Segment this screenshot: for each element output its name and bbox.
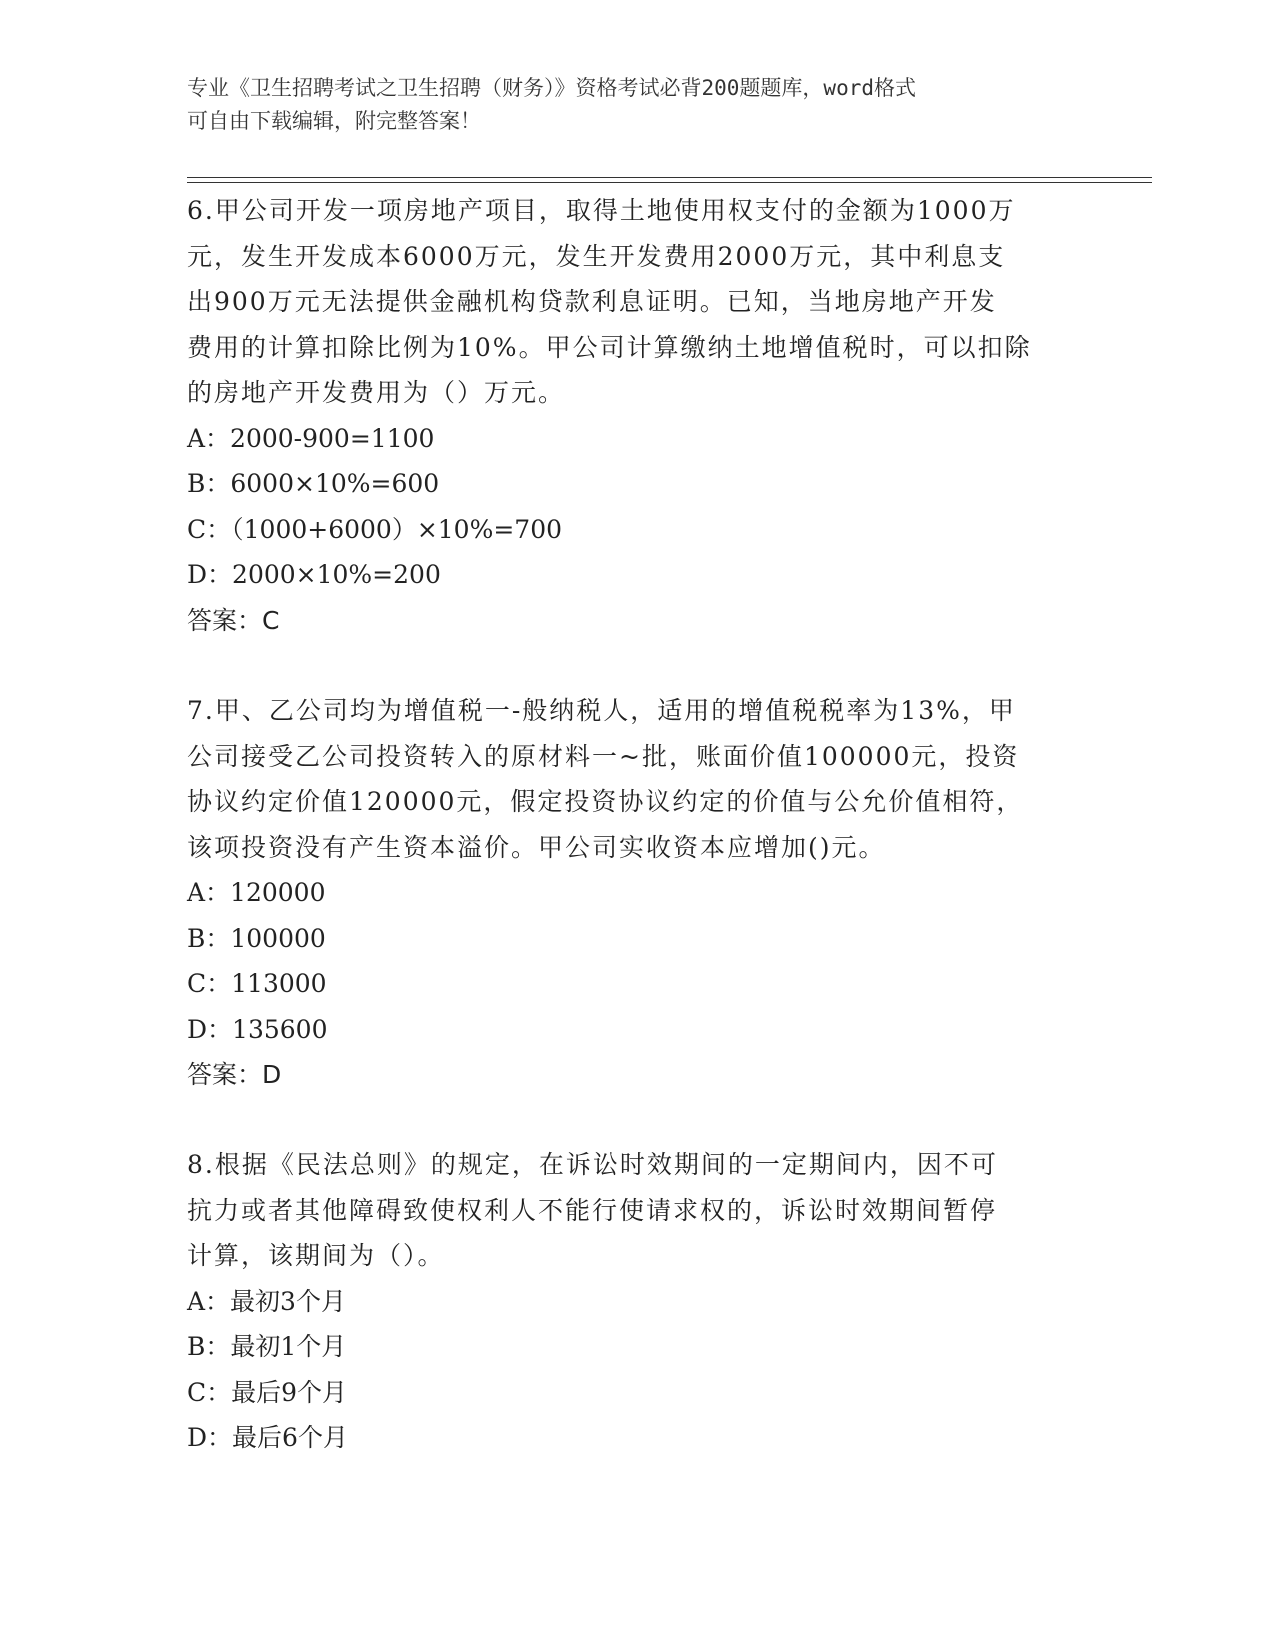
document-header — [187, 72, 1067, 138]
header-line-1: 专业《卫生招聘考试之卫生招聘（财务）》资格考试必背200题题库，word格式 — [187, 76, 916, 100]
question-7-line-4: 该项投资没有产生资本溢价。甲公司实收资本应增加()元。 — [187, 832, 886, 862]
header-divider-bottom — [187, 182, 1152, 183]
question-6-option-c: C：（1000+6000）×10%=700 — [187, 514, 563, 544]
question-8-option-c: C：最后9个月 — [187, 1377, 348, 1407]
question-7-option-d: D：135600 — [187, 1014, 328, 1044]
question-6-line-1: 6.甲公司开发一项房地产项目，取得土地使用权支付的金额为1000万 — [187, 196, 1016, 225]
question-6-line-2: 元，发生开发成本6000万元，发生开发费用2000万元，其中利息支 — [187, 241, 1006, 271]
question-7-line-1: 7.甲、乙公司均为增值税一-般纳税人，适用的增值税税率为13%，甲 — [187, 696, 1016, 725]
question-7-answer: 答案：D — [187, 1060, 282, 1089]
question-7-line-2: 公司接受乙公司投资转入的原材料一~批，账面价值100000元，投资 — [187, 741, 1020, 771]
question-6-option-a: A：2000-900=1100 — [187, 423, 435, 453]
header-line-2: 可自由下载编辑，附完整答案！ — [187, 109, 481, 133]
question-6-line-3: 出900万元无法提供金融机构贷款利息证明。已知，当地房地产开发 — [187, 287, 997, 316]
question-8-line-1: 8.根据《民法总则》的规定，在诉讼时效期间的一定期间内，因不可 — [187, 1150, 998, 1179]
question-6-line-4: 费用的计算扣除比例为10%。甲公司计算缴纳土地增值税时，可以扣除 — [187, 332, 1032, 362]
question-8-line-3: 计算，该期间为（）。 — [187, 1241, 445, 1270]
question-6-option-b: B：6000×10%=600 — [187, 469, 440, 498]
question-8-option-b: B：最初1个月 — [187, 1332, 347, 1361]
header-divider-top — [187, 177, 1152, 178]
question-7-option-b: B：100000 — [187, 923, 326, 953]
question-8-option-a: A：最初3个月 — [187, 1286, 346, 1316]
question-7-option-a: A：120000 — [187, 878, 326, 907]
question-7 — [187, 688, 1087, 1098]
question-8-line-2: 抗力或者其他障碍致使权利人不能行使请求权的，诉讼时效期间暂停 — [187, 1195, 998, 1225]
question-8 — [187, 1142, 1087, 1461]
question-6-line-5: 的房地产开发费用为（）万元。 — [187, 378, 566, 407]
question-6-option-d: D：2000×10%=200 — [187, 560, 441, 589]
question-7-option-c: C：113000 — [187, 969, 327, 998]
question-6 — [187, 188, 1087, 643]
question-6-answer: 答案：C — [187, 605, 280, 635]
question-7-line-3: 协议约定价值120000元，假定投资协议约定的价值与公允价值相符， — [187, 787, 1024, 816]
question-8-option-d: D：最后6个月 — [187, 1423, 348, 1452]
